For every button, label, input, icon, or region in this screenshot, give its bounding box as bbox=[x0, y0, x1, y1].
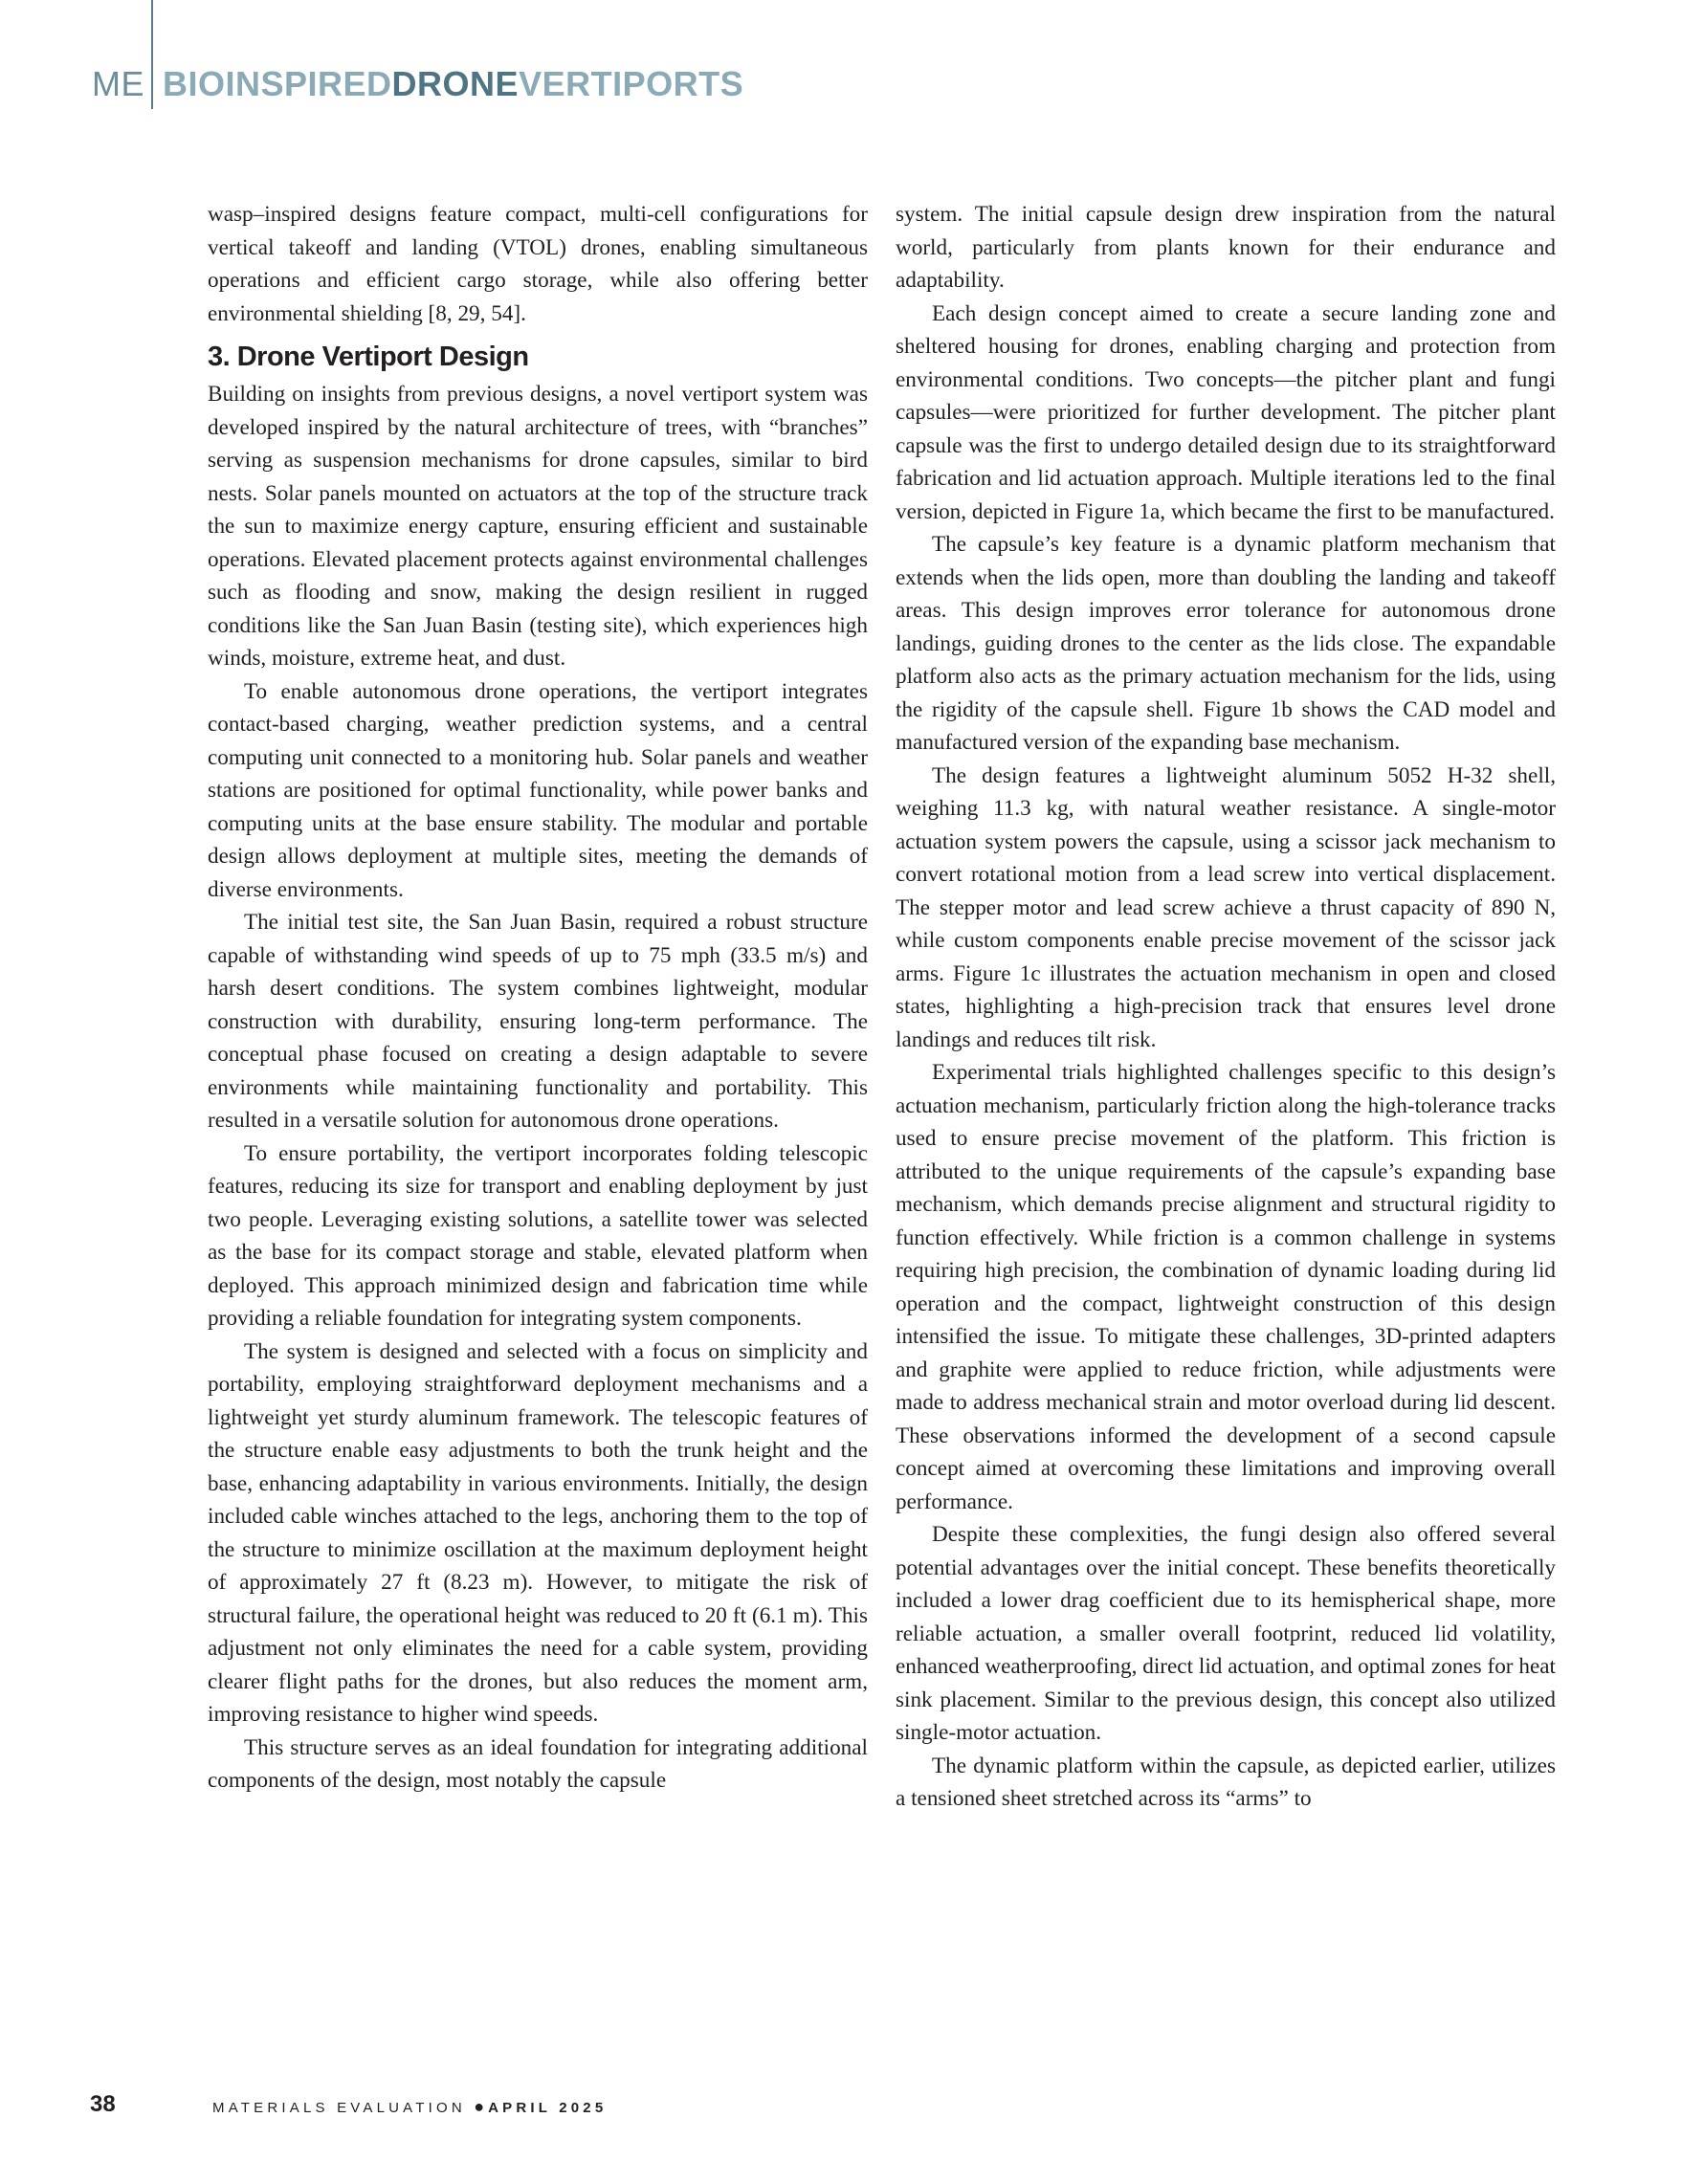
paragraph: Despite these complexities, the fungi design also offered several potential advantages over the initial concept. These benefits theoretically included a lower drag coefficient due to its hemispherical shape, more reliable actuation, a smaller overall footprint, reduced lid volatility, enhanced weatherproofing, direct lid actuation, and optimal zones for heat sink placement. Similar to the previous design, this concept also utilized single-motor actuation. bbox=[896, 1522, 1556, 1745]
bullet-icon: ● bbox=[474, 2097, 485, 2116]
paragraph: To ensure portability, the vertiport incorporates folding telescopic features, reducing its size for transport and enabling deployment by just two people. Leveraging existing solutions, a satellite tower was selected as the base for its compact storage and stable, elevated platform when deployed. This approach minimized design and fabrication time while providing a reliable foundation for integrating system components. bbox=[208, 1140, 868, 1331]
paragraph: The initial test site, the San Juan Basin, required a robust structure capable of withstanding wind speeds of up to 75 mph (33.5 m/s) and harsh desert conditions. The system combines lightweight, modular construction with durability, ensuring long-term performance. The conceptual phase focused on creating a design adaptable to severe environments while maintaining functionality and portability. This resulted in a versatile solution for autonomous drone operations. bbox=[208, 910, 868, 1133]
series-title-part-2: DRONE bbox=[391, 64, 520, 103]
paragraph: wasp–inspired designs feature compact, multi-cell configurations for vertical takeoff and landing (VTOL) drones, enabling simultaneous operations and efficient cargo storage, while also offering better environmental shielding [8, 29, 54]. bbox=[208, 202, 868, 326]
paragraph: The dynamic platform within the capsule, as depicted earlier, utilizes a tensioned sheet stretched across its “arms” to bbox=[896, 1753, 1556, 1811]
left-column bbox=[208, 198, 868, 1798]
paragraph: The system is designed and selected with a focus on simplicity and portability, employing straightforward deployment mechanisms and a lightweight yet sturdy aluminum framework. The telescopic features of the structure enable easy adjustments to both the trunk height and the base, enhancing adaptability in various environments. Initially, the design included cable winches attached to the legs, anchoring them to the top of the structure to minimize oscillation at the maximum deployment height of approximately 27 ft (8.23 m). However, to mitigate the risk of structural failure, the operational height was reduced to 20 ft (6.1 m). This adjustment not only eliminates the need for a cable system, providing clearer flight paths for the drones, but also reduces the moment arm, improving resistance to higher wind speeds. bbox=[208, 1338, 868, 1727]
paragraph: system. The initial capsule design drew inspiration from the natural world, particularly from plants known for their endurance and adaptability. bbox=[896, 202, 1556, 293]
journal-name: MATERIALS EVALUATION bbox=[212, 2100, 466, 2116]
paragraph: Building on insights from previous designs, a novel vertiport system was developed inspired by the natural architecture of trees, with “branches” serving as suspension mechanisms for drone capsules, similar to bird nests. Solar panels mounted on actuators at the top of the structure track the sun to maximize energy capture, ensuring efficient and sustainable operations. Elevated placement protects against environmental challenges such as flooding and snow, making the design resilient in rugged conditions like the San Juan Basin (testing site), which experiences high winds, moisture, extreme heat, and dust. bbox=[208, 382, 868, 671]
series-title-part-1: BIOINSPIRED bbox=[163, 64, 392, 103]
paragraph: This structure serves as an ideal foundation for integrating additional components of the design, most notably the capsule bbox=[208, 1734, 868, 1793]
paragraph: The capsule’s key feature is a dynamic platform mechanism that extends when the lids open, more than doubling the landing and takeoff areas. This design improves error tolerance for autonomous drone landings, guiding drones to the center as the lids close. The expandable platform also acts as the primary actuation mechanism for the lids, using the rigidity of the capsule shell. Figure 1b shows the CAD model and manufactured version of the expanding base mechanism. bbox=[896, 532, 1556, 755]
paragraph: The design features a lightweight aluminum 5052 H-32 shell, weighing 11.3 kg, with natural weather resistance. A single-motor actuation system powers the capsule, using a scissor jack mechanism to convert rotational motion from a lead screw into vertical displacement. The stepper motor and lead screw achieve a thrust capacity of 890 N, while custom components enable precise movement of the scissor jack arms. Figure 1c illustrates the actuation mechanism in open and closed states, highlighting a high-precision track that ensures level drone landings and reduces tilt risk. bbox=[896, 762, 1556, 1052]
page-number: 38 bbox=[90, 2091, 116, 2117]
series-title bbox=[163, 65, 743, 103]
right-column bbox=[896, 198, 1556, 1816]
header-rule bbox=[151, 0, 153, 109]
paragraph: To enable autonomous drone operations, the vertiport integrates contact-based charging, weather prediction systems, and a central computing unit connected to a monitoring hub. Solar panels and weather stations are positioned for optimal functionality, while power banks and computing units at the base ensure stability. The modular and portable design allows deployment at multiple sites, meeting the demands of diverse environments. bbox=[208, 678, 868, 902]
section-heading: 3. Drone Vertiport Design bbox=[208, 342, 529, 372]
paragraph: Each design concept aimed to create a secure landing zone and sheltered housing for drones, enabling charging and protection from environmental conditions. Two concepts—the pitcher plant and fungi capsules—were prioritized for further development. The pitcher plant capsule was the first to undergo detailed design due to its straightforward fabrication and lid actuation approach. Multiple iterations led to the final version, depicted in Figure 1a, which became the first to be manufactured. bbox=[896, 300, 1556, 524]
issue-date: APRIL 2025 bbox=[488, 2100, 608, 2116]
journal-footer bbox=[212, 2097, 607, 2118]
paragraph: Experimental trials highlighted challenges specific to this design’s actuation mechanism, particularly friction along the high-tolerance tracks used to ensure precise movement of the platform. This friction is attributed to the unique requirements of the capsule’s expanding base mechanism, which demands precise alignment and structural rigidity to function effectively. While friction is a common challenge in systems requiring high precision, the combination of dynamic loading during lid operation and the compact, lightweight construction of this design intensified the issue. To mitigate these challenges, 3D-printed adapters and graphite were applied to reduce friction, while adjustments were made to address mechanical strain and motor overload during lid descent. These observations informed the development of a second capsule concept aimed at overcoming these limitations and improving overall performance. bbox=[896, 1060, 1556, 1514]
series-title-part-3: VERTIPORTS bbox=[519, 64, 744, 103]
section-label: ME bbox=[92, 64, 144, 103]
